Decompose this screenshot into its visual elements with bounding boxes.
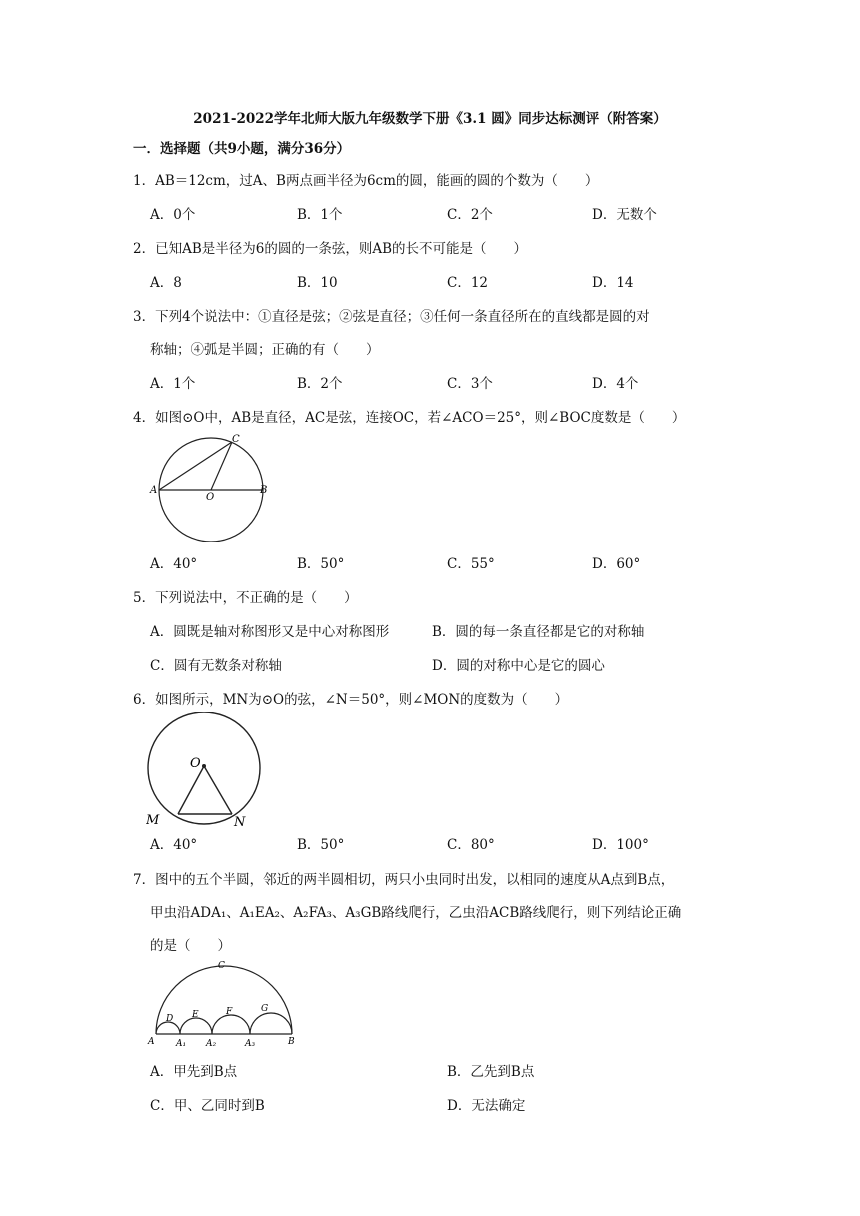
question-7-stem-line3: 的是（ ） [150, 938, 231, 954]
page-title: 2021-2022学年北师大版九年级数学下册《3.1 圆》同步达标测评（附答案） [193, 111, 667, 127]
q1-option-b: B．1个 [297, 207, 343, 223]
question-1-stem: 1．AB＝12cm，过A、B两点画半径为6cm的圆，能画的圆的个数为（ ） [133, 173, 599, 189]
label-g: G [261, 1004, 269, 1014]
q2-option-a: A．8 [150, 275, 182, 291]
five-semicircles-figure [146, 958, 306, 1050]
q3-option-c: C．3个 [447, 376, 493, 392]
label-b: B [288, 1037, 295, 1047]
q2-option-c: C．12 [447, 275, 489, 291]
question-3-stem-line1: 3．下列4个说法中：①直径是弦；②弦是直径；③任何一条直径所在的直线都是圆的对 [133, 309, 650, 325]
q4-option-a: A．40° [150, 556, 198, 572]
question-7-stem-line1: 7．图中的五个半圆，邻近的两半圆相切，两只小虫同时出发，以相同的速度从A点到B点， [133, 872, 675, 888]
label-f: F [226, 1007, 233, 1017]
question-6-stem: 6．如图所示，MN为⊙O的弦，∠N＝50°，则∠MON的度数为（ ） [133, 692, 569, 708]
q1-option-d: D．无数个 [592, 207, 657, 223]
q6-option-d: D．100° [592, 837, 649, 853]
label-c: C [218, 961, 225, 971]
label-b: B [260, 485, 268, 496]
label-a3: A₃ [245, 1039, 256, 1049]
q6-option-a: A．40° [150, 837, 198, 853]
q5-option-d: D．圆的对称中心是它的圆心 [432, 658, 605, 674]
q3-option-a: A．1个 [150, 376, 196, 392]
q7-option-b: B．乙先到B点 [447, 1064, 535, 1080]
q5-option-c: C．圆有无数条对称轴 [150, 658, 282, 674]
q3-option-b: B．2个 [297, 376, 343, 392]
q4-option-c: C．55° [447, 556, 495, 572]
q5-option-a: A．圆既是轴对称图形又是中心对称图形 [150, 624, 390, 640]
chord-triangle-figure [146, 712, 266, 830]
label-a2: A₂ [206, 1039, 217, 1049]
label-e: E [192, 1010, 199, 1020]
question-4-stem: 4．如图⊙O中，AB是直径，AC是弦，连接OC，若∠ACO＝25°，则∠BOC度数是（ ） [133, 410, 686, 426]
circle-diameter-figure [148, 430, 278, 542]
q6-option-b: B．50° [297, 837, 345, 853]
label-a1: A₁ [176, 1039, 187, 1049]
question-7-stem-line2: 甲虫沿ADA₁、A₁EA₂、A₂FA₃、A₃GB路线爬行，乙虫沿ACB路线爬行，则下列结论正确 [150, 905, 682, 921]
q7-option-d: D．无法确定 [447, 1098, 526, 1114]
q4-option-d: D．60° [592, 556, 641, 572]
label-a: A [150, 485, 158, 496]
q2-option-b: B．10 [297, 275, 338, 291]
q2-option-d: D．14 [592, 275, 634, 291]
q4-option-b: B．50° [297, 556, 345, 572]
label-d: D [166, 1014, 174, 1024]
q1-option-a: A．0个 [150, 207, 196, 223]
question-3-stem-line2: 称轴；④弧是半圆；正确的有（ ） [150, 342, 380, 358]
label-a: A [148, 1037, 155, 1047]
q3-option-d: D．4个 [592, 376, 639, 392]
label-o: O [206, 492, 215, 503]
label-m: M [146, 813, 160, 828]
q1-option-c: C．2个 [447, 207, 493, 223]
section-heading: 一．选择题（共9小题，满分36分） [133, 141, 351, 157]
question-2-stem: 2．已知AB是半径为6的圆的一条弦，则AB的长不可能是（ ） [133, 241, 528, 257]
label-n: N [234, 815, 246, 830]
question-5-stem: 5．下列说法中，不正确的是（ ） [133, 590, 358, 606]
label-c: C [232, 434, 240, 445]
label-o: O [190, 756, 201, 771]
q6-option-c: C．80° [447, 837, 495, 853]
q7-option-c: C．甲、乙同时到B [150, 1098, 265, 1114]
q7-option-a: A．甲先到B点 [150, 1064, 238, 1080]
q5-option-b: B．圆的每一条直径都是它的对称轴 [432, 624, 645, 640]
